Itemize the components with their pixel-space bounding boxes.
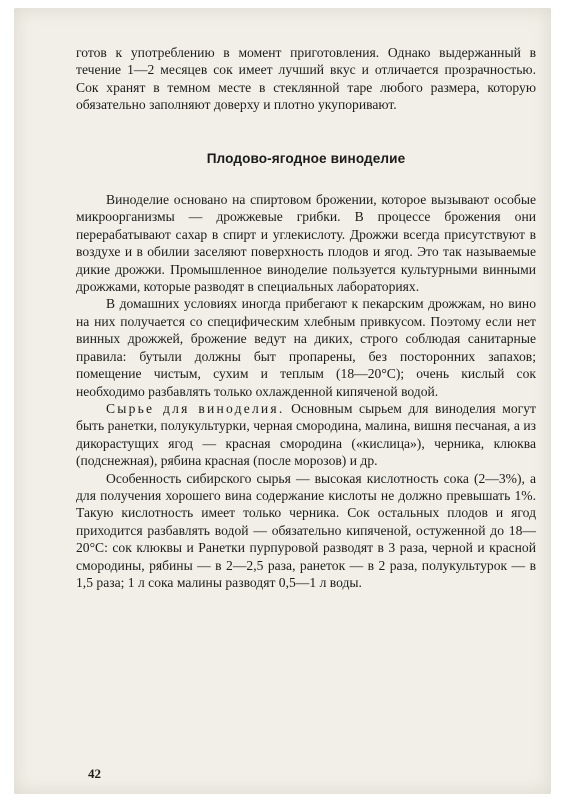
raw-materials-lead: Сырье для виноделия. [106, 400, 285, 416]
paragraph-fermentation: Виноделие основано на спиртовом брожении, которое вызывают особые микроорганизмы — дрожжевые грибки. В процессе брожения они перерабатывают сахар в спирт и углекислоту. Дрожжи всегда присутствуют в воздухе и в обилии заселяют поверхность плодов и ягод. Это так называемые дикие дрожжи. Промышленное виноделие пользуется культурными винными дрожжами, которые разводят в специальных лабораториях. [76, 192, 536, 295]
book-page [14, 8, 551, 794]
section-title: Плодово-ягодное виноделие [206, 150, 406, 166]
intro-paragraph: готов к употреблению в момент приготовления. Однако выдержанный в течение 1—2 месяцев сок имеет лучший вкус и отличается прозрачностью. Сок хранят в темном месте в стеклянной таре любого размера, которую обязательно заполняют доверху и плотно укупоривают. [76, 45, 536, 113]
page-text [76, 44, 536, 591]
paragraph-acidity: Особенность сибирского сырья — высокая кислотность сока (2—3%), а для получения хорошего вина содержание кислоты не должно превышать 1%. Такую кислотность имеет только черника. Сок остальных плодов и ягод приходится разбавлять водой — обязательно кипяченой, остуженной до 18—20°С: сок клюквы и Ранетки пурпуровой разводят в 3 раза, черной и красной смородины, рябины — в 2—2,5 раза, ранеток — в 2 раза, полукультурок — в 1,5 раза; 1 л сока малины разводят 0,5—1 л воды. [76, 470, 536, 590]
raw-materials-text: Основным сырьем для виноделия могут быть ранетки, полукультурки, черная смородина, малина, вишня песчаная, а из дикорастущих ягод — красная смородина («кислица»), черника, клюква (подснежная), рябина красная (после морозов) и др. [76, 400, 536, 469]
paragraph-raw-materials [76, 400, 536, 470]
page-number: 42 [88, 766, 101, 781]
paragraph-home-conditions: В домашних условиях иногда прибегают к пекарским дрожжам, но вино на них получается со специфическим хлебным привкусом. Поэтому если нет винных дрожжей, брожение ведут на диких, строго соблюдая санитарные правила: бутыли должны быт пропарены, без посторонних запахов; помещение чистым, сухим и теплым (18—20°С); очень кислый сок необходимо разбавлять только охлажденной кипяченой водой. [76, 296, 536, 399]
